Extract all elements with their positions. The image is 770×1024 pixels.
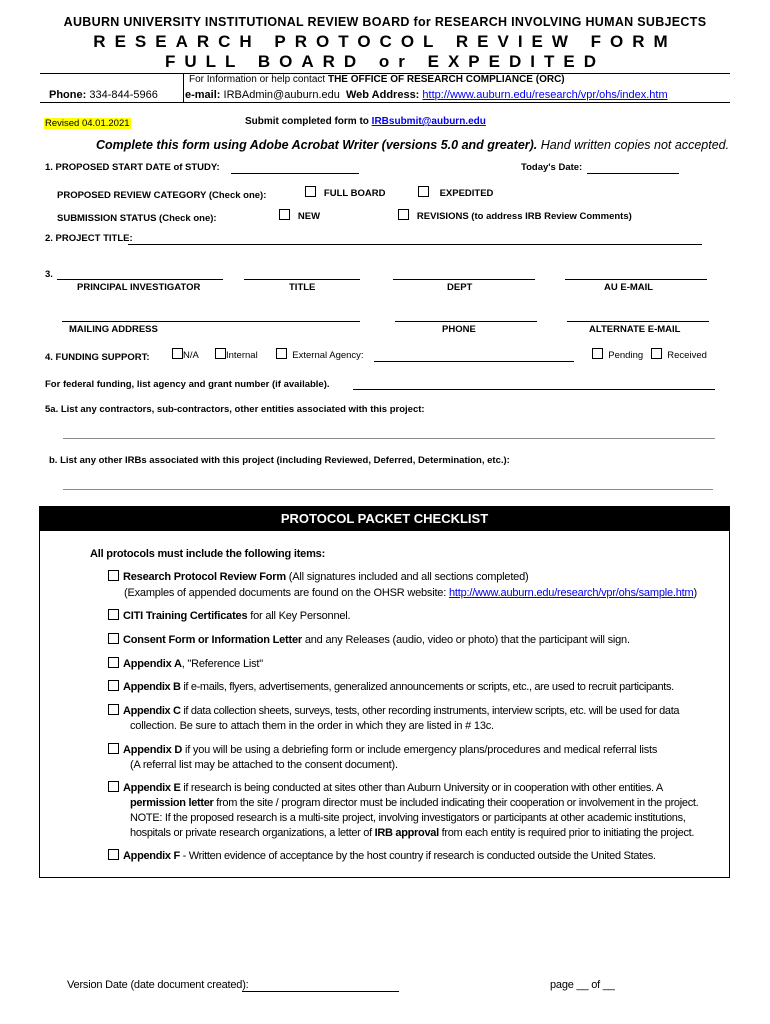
checklist-item-appendix-c[interactable]: Appendix C if data collection sheets, surveys, tests, other recording instruments, interview scripts, etc. will be used for data: [108, 704, 679, 718]
au-email-field[interactable]: [565, 279, 707, 280]
web-address-link[interactable]: http://www.auburn.edu/research/vpr/ohs/index.htm: [422, 89, 668, 101]
phone-info: Phone: 334-844-5966: [49, 89, 158, 101]
start-date-field[interactable]: [231, 173, 359, 174]
checklist-item-citi[interactable]: CITI Training Certificates for all Key Personnel.: [108, 609, 350, 623]
checklist-item-appendix-e[interactable]: Appendix E if research is being conducted at sites other than Auburn University or in cooperation with other entities. A: [108, 781, 663, 795]
funding-pending-option[interactable]: Pending: [592, 348, 643, 361]
funding-external-checkbox[interactable]: [276, 348, 287, 359]
federal-funding-field[interactable]: [353, 389, 715, 390]
funding-pending-checkbox[interactable]: [592, 348, 603, 359]
start-date-label: 1. PROPOSED START DATE of STUDY:: [45, 162, 220, 173]
mailing-address-label: MAILING ADDRESS: [69, 324, 158, 335]
full-board-option[interactable]: FULL BOARD: [305, 186, 386, 199]
contact-divider: [183, 74, 184, 103]
checklist-item-protocol-form-note: (Examples of appended documents are found on the OHSR website: http://www.auburn.edu/research/vpr/ohs/sample.htm): [124, 587, 697, 599]
phone-field[interactable]: [395, 321, 537, 322]
submit-email-link[interactable]: IRBsubmit@auburn.edu: [371, 116, 486, 127]
other-irbs-field[interactable]: [63, 489, 713, 490]
funding-na-checkbox[interactable]: [172, 348, 183, 359]
checklist-item-appendix-d-note: (A referral list may be attached to the consent document).: [130, 759, 398, 771]
project-title-label: 2. PROJECT TITLE:: [45, 233, 133, 244]
full-board-checkbox[interactable]: [305, 186, 316, 197]
pi-label: PRINCIPAL INVESTIGATOR: [77, 282, 201, 293]
section-3-number: 3.: [45, 269, 53, 280]
phone-label: PHONE: [442, 324, 476, 335]
checklist-checkbox[interactable]: [108, 680, 119, 691]
au-email-label: AU E-MAIL: [604, 282, 654, 293]
checklist-item-appendix-e-line3: NOTE: If the proposed research is a multi-site project, involving investigators or participants at other academic institutions,: [130, 812, 686, 824]
submission-status-label: SUBMISSION STATUS (Check one):: [57, 213, 217, 224]
expedited-checkbox[interactable]: [418, 186, 429, 197]
contractors-field[interactable]: [63, 438, 715, 439]
submit-instruction: Submit completed form to IRBsubmit@auburn.edu: [245, 116, 486, 127]
form-title: RESEARCH PROTOCOL REVIEW FORM: [93, 32, 677, 51]
revised-date: Revised 04.01.2021: [45, 118, 130, 129]
federal-funding-label: For federal funding, list agency and grant number (if available).: [45, 379, 330, 390]
checklist-item-appendix-e-line2: permission letter from the site / program director must be included indicating their cooperation or involvement in the project.: [130, 797, 699, 809]
mailing-address-field[interactable]: [62, 321, 360, 322]
sample-link[interactable]: http://www.auburn.edu/research/vpr/ohs/sample.htm: [448, 587, 694, 599]
checklist-checkbox[interactable]: [108, 849, 119, 860]
checklist-item-appendix-c-note: collection. Be sure to attach them in the order in which they are listed in # 13c.: [130, 720, 494, 732]
project-title-field[interactable]: [128, 244, 702, 245]
contractors-label: 5a. List any contractors, sub-contractors, other entities associated with this project:: [45, 404, 425, 415]
funding-support-label: 4. FUNDING SUPPORT:: [45, 352, 150, 363]
alternate-email-field[interactable]: [567, 321, 709, 322]
dept-field[interactable]: [393, 279, 535, 280]
checklist-checkbox[interactable]: [108, 657, 119, 668]
funding-internal-checkbox[interactable]: [215, 348, 226, 359]
checklist-checkbox[interactable]: [108, 781, 119, 792]
new-checkbox[interactable]: [279, 209, 290, 220]
email-web-info: e-mail: IRBAdmin@auburn.edu Web Address: http://www.auburn.edu/research/vpr/ohs/index.htm: [185, 89, 668, 101]
version-date-field[interactable]: [242, 991, 399, 992]
funding-received-checkbox[interactable]: [651, 348, 662, 359]
checklist-checkbox[interactable]: [108, 704, 119, 715]
checklist-intro: All protocols must include the following items:: [90, 548, 326, 560]
revisions-checkbox[interactable]: [398, 209, 409, 220]
checklist-item-appendix-a[interactable]: Appendix A, "Reference List": [108, 657, 263, 671]
contact-rule: [40, 102, 730, 103]
checklist-item-appendix-f[interactable]: Appendix F - Written evidence of acceptance by the host country if research is conducted outside the United States.: [108, 849, 656, 863]
funding-internal-option[interactable]: Internal: [215, 348, 258, 361]
title-field[interactable]: [244, 279, 360, 280]
funding-na-option[interactable]: N/A: [172, 348, 199, 361]
checklist-checkbox[interactable]: [108, 570, 119, 581]
checklist-checkbox[interactable]: [108, 633, 119, 644]
today-date-label: Today's Date:: [521, 162, 583, 173]
dept-label: DEPT: [447, 282, 473, 293]
checklist-item-appendix-b[interactable]: Appendix B if e-mails, flyers, advertisements, generalized announcements or scripts, etc., are used to recruit participants.: [108, 680, 674, 694]
other-irbs-label: b. List any other IRBs associated with this project (including Reviewed, Deferred, Determination, etc.):: [49, 455, 510, 466]
checklist-checkbox[interactable]: [108, 609, 119, 620]
page-number: page __ of __: [550, 979, 615, 991]
checklist-item-appendix-e-line4: hospitals or private research organizations, a letter of IRB approval from each entity is required prior to initiating the project.: [130, 827, 695, 839]
today-date-field[interactable]: [587, 173, 679, 174]
checklist-item-protocol-form[interactable]: Research Protocol Review Form (All signatures included and all sections completed): [108, 570, 528, 584]
pi-field[interactable]: [57, 279, 223, 280]
checklist-title: PROTOCOL PACKET CHECKLIST: [39, 506, 730, 531]
form-header-institution: AUBURN UNIVERSITY INSTITUTIONAL REVIEW BOARD for RESEARCH INVOLVING HUMAN SUBJECTS: [63, 15, 707, 29]
checklist-item-consent[interactable]: Consent Form or Information Letter and any Releases (audio, video or photo) that the participant will sign.: [108, 633, 630, 647]
version-date-label: Version Date (date document created):: [67, 979, 249, 991]
new-option[interactable]: NEW: [279, 209, 320, 222]
checklist-item-appendix-d[interactable]: Appendix D if you will be using a debriefing form or include emergency plans/procedures and medical referral lists: [108, 743, 657, 757]
revisions-option[interactable]: REVISIONS (to address IRB Review Comments): [398, 209, 632, 222]
form-subtitle: FULL BOARD or EXPEDITED: [165, 52, 605, 71]
expedited-option[interactable]: EXPEDITED: [418, 186, 493, 199]
contact-info: For Information or help contact THE OFFICE OF RESEARCH COMPLIANCE (ORC): [189, 74, 565, 85]
title-label: TITLE: [289, 282, 316, 293]
external-agency-field[interactable]: [374, 361, 574, 362]
instructions: Complete this form using Adobe Acrobat Writer (versions 5.0 and greater). Hand written copies not accepted.: [96, 138, 730, 152]
alternate-email-label: ALTERNATE E-MAIL: [589, 324, 681, 335]
review-category-label: PROPOSED REVIEW CATEGORY (Check one):: [57, 190, 267, 201]
funding-received-option[interactable]: Received: [651, 348, 707, 361]
checklist-checkbox[interactable]: [108, 743, 119, 754]
header-rule: [40, 73, 730, 74]
funding-external-option[interactable]: External Agency:: [276, 348, 364, 361]
